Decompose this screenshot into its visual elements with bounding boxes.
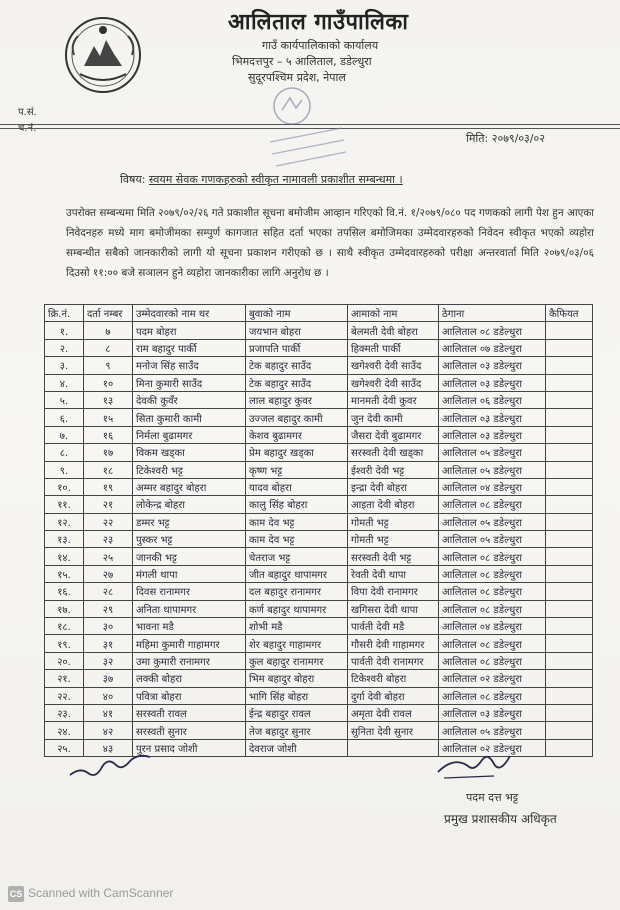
table-cell: आलिताल ०८ डडेल्धुरा [439,548,546,565]
table-cell: आलिताल ०४ डडेल्धुरा [439,618,546,635]
table-cell: १३ [84,391,133,408]
table-cell: २१. [45,670,84,687]
column-header: क्रि.नं. [45,305,84,322]
table-cell: १७. [45,600,84,617]
issue-date: मिति: २०७९/०३/०२ [466,132,545,145]
table-cell: १५ [84,409,133,426]
table-row [45,652,593,669]
province-line: सुदूरपश्चिम प्रदेश, नेपाल [248,71,346,84]
table-row [45,531,593,548]
table-cell: जुन देवी कामी [348,409,439,426]
table-cell: आलिताल ०८ डडेल्धुरा [439,322,546,339]
nepal-emblem-icon [62,14,144,96]
scanner-watermark [8,886,173,902]
table-row [45,548,593,565]
notice-body: उपरोक्त सम्बन्धमा मिति २०७९/०२/२६ गते प्रकाशीत सूचना बमोजीम आव्हान गरिएको वि.नं. १/२०७९/०८० पद गणकको लागी पेश हुन आएका निवेदनहरु मध्ये माग बमोजीमका सम्पुर्ण कागजात सहित दर्ता भएका तपसिल बमोजिमका उम्मेदवारहरुको निवेदन स्वीकृत भएको व्यहोरा सम्बन्धीत सबैको जानकारीको लागी यो सूचना प्रकाशन गरीएको छ । साथै स्वीकृत उम्मेदवारहरुको परीक्षा अन्तरवार्ता मिति २०७९/०३/०६ दिउसो ११:०० बजे सञालन हुने व्यहोरा जानकारीका लागि अनुरोध छ । [66,207,594,279]
table-cell: मानमती देवी कुवर [348,391,439,408]
table-cell: ३२ [84,652,133,669]
table-cell: प्रेम बहादुर खड्का [246,444,348,461]
table-row [45,583,593,600]
table-cell: उमा कुमारी रानामगर [133,652,246,669]
table-cell: जैसरा देवी बुढामगर [348,426,439,443]
table-row [45,444,593,461]
table-cell: इन्द्रा देवी बोहरा [348,478,439,495]
signature-right [434,742,514,784]
subject-text: स्वयम सेवक गणकहरुको स्वीकृत नामावली प्रकाशीत सम्बन्धमा । [148,173,403,186]
table-cell: ईश्वरी देवी भट्ट [348,461,439,478]
table-cell: पवित्रा बोहरा [133,687,246,704]
table-cell: दिवस रानामगर [133,583,246,600]
table-cell: पार्वती देवी मडै [348,618,439,635]
table-cell: काम देव भट्ट [246,531,348,548]
table-cell: टिकेश्वरी बोहरा [348,670,439,687]
table-cell: ११. [45,496,84,513]
table-cell [546,391,593,408]
table-cell: शोभी मडै [246,618,348,635]
table-cell: प्रजापति पार्की [246,339,348,356]
table-cell: जीत बहादुर थापामगर [246,565,348,582]
table-cell: ३१ [84,635,133,652]
table-cell: आलिताल ०३ डडेल्धुरा [439,357,546,374]
table-cell: सरस्वती देवी भट्ट [348,548,439,565]
table-cell: टेक बहादुर साउँद [246,374,348,391]
municipality-title: आलिताल गाउँपालिका [228,10,409,35]
table-cell: दुर्गा देवी बोहरा [348,687,439,704]
table-cell: गोमती भट्ट [348,531,439,548]
table-cell: लाल बहादुर कुवर [246,391,348,408]
table-cell: २३. [45,704,84,721]
table-cell [546,652,593,669]
table-cell [546,357,593,374]
table-row [45,600,593,617]
table-cell: आलिताल ०३ डडेल्धुरा [439,409,546,426]
table-cell [348,739,439,756]
table-cell: आलिताल ०८ डडेल्धुरा [439,652,546,669]
table-cell: आलिताल ०५ डडेल्धुरा [439,513,546,530]
table-cell: १० [84,374,133,391]
table-cell [546,496,593,513]
table-cell [546,374,593,391]
table-cell: ईन्द्र बहादुर रावल [246,704,348,721]
table-cell: २३ [84,531,133,548]
table-cell: भागि सिंह बोहरा [246,687,348,704]
table-cell: २०. [45,652,84,669]
table-cell: आलिताल ०३ डडेल्धुरा [439,704,546,721]
table-cell: देवराज जोशी [246,739,348,756]
table-cell: बेलमती देवी बोहरा [348,322,439,339]
candidate-table [44,304,593,757]
table-row [45,565,593,582]
table-cell: २. [45,339,84,356]
table-cell: हिक्मती पार्की [348,339,439,356]
table-cell [546,704,593,721]
table-cell: खगेश्वरी देवी साउँद [348,374,439,391]
table-cell [546,461,593,478]
scanner-text: Scanned with CamScanner [28,886,174,901]
column-header: दर्ता नम्बर [84,305,133,322]
table-cell: ९. [45,461,84,478]
table-row [45,322,593,339]
table-cell: निर्मला बुढामगर [133,426,246,443]
table-cell: सरस्वती देवी खड्का [348,444,439,461]
table-cell: केशव बुढामगर [246,426,348,443]
column-header: ठेगाना [439,305,546,322]
table-cell: २८ [84,583,133,600]
table-cell: १४. [45,548,84,565]
table-row [45,478,593,495]
table-cell: आलिताल ०८ डडेल्धुरा [439,496,546,513]
table-row [45,722,593,739]
table-cell: १९ [84,478,133,495]
table-cell: उज्जल बहादुर कामी [246,409,348,426]
table-cell: ७ [84,322,133,339]
office-address: भिमदत्तपुर – ५ आलिताल, डडेल्धुरा [232,55,372,68]
table-row [45,426,593,443]
table-row [45,461,593,478]
table-cell: पार्वती देवी रानामगर [348,652,439,669]
table-row [45,391,593,408]
table-cell: आलिताल ०३ डडेल्धुरा [439,426,546,443]
table-cell: डम्मर भट्ट [133,513,246,530]
table-cell: शेर बहादुर गाहामगर [246,635,348,652]
table-cell: आलिताल ०४ डडेल्धुरा [439,478,546,495]
table-cell: भिम बहादुर बोहरा [246,670,348,687]
table-cell: राम बहादुर पार्की [133,339,246,356]
table-cell [546,583,593,600]
table-cell: ४३ [84,739,133,756]
table-cell: आलिताल ०८ डडेल्धुरा [439,565,546,582]
table-cell [546,531,593,548]
table-cell: महिमा कुमारी गाहामगर [133,635,246,652]
table-cell: आलिताल ०७ डडेल्धुरा [439,339,546,356]
table-cell: आलिताल ०५ डडेल्धुरा [439,531,546,548]
table-cell: तेज बहादुर सुनार [246,722,348,739]
table-cell [546,444,593,461]
table-cell: ३७ [84,670,133,687]
signature-left [66,745,156,785]
table-cell: यादव बोहरा [246,478,348,495]
table-cell: आलिताल ०८ डडेल्धुरा [439,635,546,652]
column-header: आमाको नाम [348,305,439,322]
table-cell: जयभान बोहरा [246,322,348,339]
table-cell: आलिताल ०६ डडेल्धुरा [439,391,546,408]
table-cell: विकम खड्का [133,444,246,461]
table-cell [546,635,593,652]
table-cell: कुल बहादुर रानामगर [246,652,348,669]
table-row [45,687,593,704]
table-cell: जानकी भट्ट [133,548,246,565]
table-cell: १६ [84,426,133,443]
table-cell: अम्मर बहादुर बोहरा [133,478,246,495]
table-cell: कृष्ण भट्ट [246,461,348,478]
table-cell [546,670,593,687]
table-cell: १५. [45,565,84,582]
table-cell: मनोज सिंह साउँद [133,357,246,374]
table-cell: पुस्कर भट्ट [133,531,246,548]
subject-prefix: विषय: [120,173,146,186]
table-cell: १७ [84,444,133,461]
table-cell: दल बहादुर रानामगर [246,583,348,600]
table-row [45,513,593,530]
table-cell: २५. [45,739,84,756]
table-row [45,704,593,721]
table-cell: ९ [84,357,133,374]
table-cell [546,600,593,617]
table-cell: खगिसरा देवी थापा [348,600,439,617]
table-cell [546,548,593,565]
patra-sankhya-label: प.सं. [18,107,37,118]
table-cell [546,687,593,704]
table-cell: रेवती देवी थापा [348,565,439,582]
table-cell: आलिताल ०८ डडेल्धुरा [439,687,546,704]
signer-title: प्रमुख प्रशासकीय अधिकृत [444,812,557,826]
table-row [45,618,593,635]
table-cell: गौसरी देवी गाहामगर [348,635,439,652]
table-cell: ४. [45,374,84,391]
table-header-row [45,305,593,322]
table-cell: ८ [84,339,133,356]
table-cell: २७ [84,565,133,582]
table-cell: अनिता थापामगर [133,600,246,617]
table-row [45,374,593,391]
table-cell: २५ [84,548,133,565]
table-cell: २९ [84,600,133,617]
table-cell: १८ [84,461,133,478]
table-cell [546,339,593,356]
table-cell: ४० [84,687,133,704]
table-cell: १. [45,322,84,339]
table-cell: भावना मडै [133,618,246,635]
table-cell: सिता कुमारी कामी [133,409,246,426]
table-cell: १०. [45,478,84,495]
table-cell: विपा देवी रानामगर [348,583,439,600]
office-name: गाउँ कार्यपालिकाको कार्यालय [262,39,379,52]
table-cell: सुनिता देवी सुनार [348,722,439,739]
table-cell: देवकी कुवँर [133,391,246,408]
table-cell [546,409,593,426]
table-row [45,357,593,374]
table-row [45,635,593,652]
table-cell: १३. [45,531,84,548]
table-cell: १८. [45,618,84,635]
table-cell: अमृता देवी रावल [348,704,439,721]
table-cell: सरस्वती रावल [133,704,246,721]
table-row [45,670,593,687]
table-cell: २१ [84,496,133,513]
table-cell: ३० [84,618,133,635]
table-cell: आलिताल ०२ डडेल्धुरा [439,670,546,687]
table-cell: कर्ण बहादुर थापामगर [246,600,348,617]
table-cell: १९. [45,635,84,652]
table-cell [546,739,593,756]
table-cell: चेतराज भट्ट [246,548,348,565]
table-cell: १६. [45,583,84,600]
table-cell [546,722,593,739]
table-cell: ५. [45,391,84,408]
table-cell: कालु सिंह बोहरा [246,496,348,513]
table-cell: २४. [45,722,84,739]
table-cell: आलिताल ०८ डडेल्धुरा [439,583,546,600]
column-header: बुवाको नाम [246,305,348,322]
table-row [45,496,593,513]
table-cell [546,565,593,582]
signer-name: पदम दत्त भट्ट [466,791,519,804]
table-cell: सरस्वती सुनार [133,722,246,739]
table-row [45,409,593,426]
table-cell: गोमती भट्ट [348,513,439,530]
table-cell: आलिताल ०२ डडेल्धुरा [439,739,546,756]
table-cell: काम देव भट्ट [246,513,348,530]
table-cell: आलिताल ०८ डडेल्धुरा [439,600,546,617]
table-cell: २२. [45,687,84,704]
table-body [45,322,593,757]
table-cell: लोकेन्द्र बोहरा [133,496,246,513]
camscanner-logo-icon: CS [8,886,24,902]
table-cell: ७. [45,426,84,443]
column-header: कैफियत [546,305,593,322]
table-cell: ४२ [84,722,133,739]
table-row [45,339,593,356]
table-cell: २२ [84,513,133,530]
table-cell: मंगली थापा [133,565,246,582]
table-cell [546,478,593,495]
table-cell: आलिताल ०५ डडेल्धुरा [439,722,546,739]
letterhead [200,6,460,86]
table-cell: लक्की बोहरा [133,670,246,687]
table-cell [546,618,593,635]
table-cell [546,513,593,530]
table-cell: मिना कुमारी साउँद [133,374,246,391]
table-cell: पदम बोहरा [133,322,246,339]
table-cell [546,426,593,443]
table-cell: टिकेश्वरी भट्ट [133,461,246,478]
table-cell: ४१ [84,704,133,721]
table-cell: १२. [45,513,84,530]
table-cell [546,322,593,339]
table-cell: पुरन प्रसाद जोशी [133,739,246,756]
table-cell: आइता देवी बोहरा [348,496,439,513]
table-cell: आलिताल ०५ डडेल्धुरा [439,461,546,478]
column-header: उम्मेदवारको नाम थर [133,305,246,322]
subject-line [120,172,540,187]
chalani-label: च.नं. [18,123,37,134]
table-cell: आलिताल ०३ डडेल्धुरा [439,374,546,391]
table-cell: टेक बहादुर साउँद [246,357,348,374]
table-cell: ३. [45,357,84,374]
table-cell: ८. [45,444,84,461]
table-cell: आलिताल ०५ डडेल्धुरा [439,444,546,461]
table-cell: ६. [45,409,84,426]
table-cell: खगेश्वरी देवी साउँद [348,357,439,374]
